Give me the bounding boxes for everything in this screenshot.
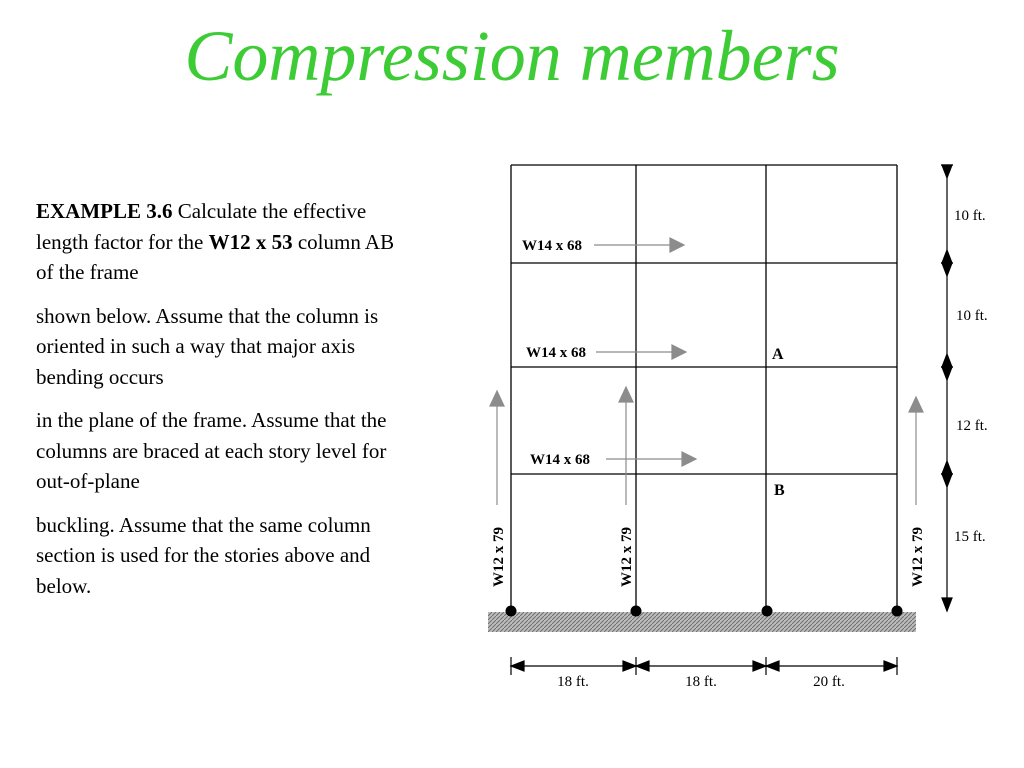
story-height-label-2: 10 ft. <box>956 308 988 324</box>
bay-arrow <box>766 661 779 671</box>
support-2 <box>631 606 642 617</box>
beam-arrow-2-head <box>672 345 686 359</box>
dim-arrow <box>942 461 952 474</box>
story-height-label-4: 15 ft. <box>954 529 986 545</box>
bay-arrow <box>636 661 649 671</box>
point-label-b: B <box>774 482 785 499</box>
story-height-dimensions <box>941 165 953 611</box>
beam-arrow-1-head <box>670 238 684 252</box>
support-4 <box>892 606 903 617</box>
point-label-a: A <box>772 346 784 363</box>
beam-label-1: W14 x 68 <box>522 238 582 254</box>
dim-arrow <box>942 250 952 263</box>
bay-arrow <box>753 661 766 671</box>
beams <box>511 165 897 474</box>
column-arrow-1-head <box>490 391 504 406</box>
column-pointer-arrows <box>490 387 923 505</box>
support-3 <box>762 606 773 617</box>
story-height-label-1: 10 ft. <box>954 208 986 224</box>
columns <box>511 165 897 611</box>
beam-label-2: W14 x 68 <box>526 345 586 361</box>
dim-arrow <box>942 165 952 178</box>
ground-hatch <box>488 612 916 632</box>
dim-arrow <box>942 598 952 611</box>
bay-width-label-2: 18 ft. <box>685 674 717 690</box>
example-text <box>36 196 406 614</box>
example-text-a: Calculate the effective length factor for the <box>36 199 367 254</box>
dim-arrow <box>942 474 952 487</box>
bay-arrow <box>623 661 636 671</box>
story-height-label-3: 12 ft. <box>956 418 988 434</box>
bay-arrow <box>511 661 524 671</box>
beam-arrow-3-head <box>682 452 696 466</box>
beam-label-3: W14 x 68 <box>530 452 590 468</box>
bay-width-labels <box>557 674 845 690</box>
frame-diagram <box>440 140 1024 720</box>
dim-arrow <box>942 263 952 276</box>
dim-arrow <box>942 354 952 367</box>
bay-width-label-3: 20 ft. <box>813 674 845 690</box>
column-label-1: W12 x 79 <box>491 527 507 587</box>
bay-width-label-1: 18 ft. <box>557 674 589 690</box>
example-label: EXAMPLE 3.6 <box>36 199 173 223</box>
example-text-c: column AB of the frame <box>36 229 395 284</box>
story-height-labels <box>954 208 988 545</box>
example-paragraph-4: buckling. Assume that the same column section is used for the stories above and below. <box>36 512 371 598</box>
beam-pointer-arrows <box>594 238 696 466</box>
column-arrow-2-head <box>619 387 633 402</box>
column-labels <box>491 527 926 587</box>
slide-title: Compression members <box>184 16 840 96</box>
example-paragraph-1 <box>36 196 406 288</box>
column-label-2: W12 x 79 <box>619 527 635 587</box>
example-paragraph-3: in the plane of the frame. Assume that the columns are braced at each story level for out-of-plane <box>36 408 387 493</box>
example-paragraph-2: shown below. Assume that the column is oriented in such a way that major axis bending occurs <box>36 303 379 389</box>
column-label-3: W12 x 79 <box>910 527 926 587</box>
column-section-label: W12 x 53 <box>208 229 293 254</box>
column-arrow-3-head <box>909 397 923 412</box>
dim-arrow <box>942 367 952 380</box>
support-1 <box>506 606 517 617</box>
bay-arrow <box>884 661 897 671</box>
bay-width-dimensions <box>511 657 897 675</box>
beam-labels <box>522 238 590 468</box>
